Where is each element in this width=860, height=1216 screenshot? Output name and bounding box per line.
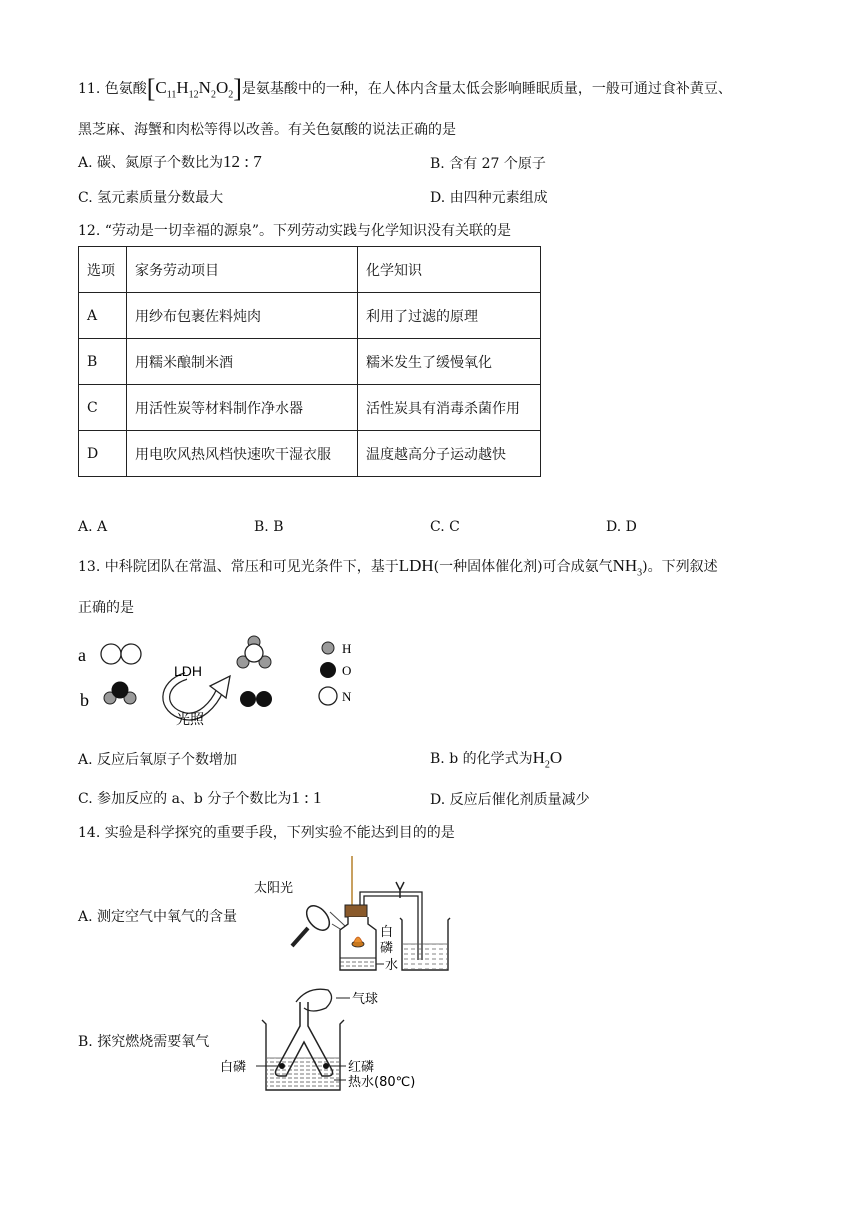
q13-option-b[interactable]	[430, 748, 562, 770]
product-o2	[240, 691, 272, 707]
legend-n: N	[342, 689, 352, 704]
q14-option-a[interactable]: A. 测定空气中氧气的含量	[78, 909, 238, 925]
table-cell: D	[79, 431, 127, 477]
q12-option-a[interactable]: A. A	[78, 519, 108, 535]
q11-formula: $[C_{11}H_{12}N_2O_2]$	[146, 74, 242, 103]
table-header-cell: 选项	[79, 247, 127, 293]
q13-stem-end: )。下列叙述	[642, 559, 718, 575]
nh3-formula: $NH_3$	[612, 556, 643, 579]
white-p-label-1: 白	[380, 925, 394, 940]
table-cell: A	[79, 293, 127, 339]
q11-option-c[interactable]: C. 氢元素质量分数最大	[78, 190, 224, 206]
red-p-label: 红磷	[348, 1060, 375, 1075]
figure-b-apparatus	[216, 980, 416, 1098]
q14-option-b[interactable]: B. 探究燃烧需要氧气	[78, 1034, 210, 1050]
q14-stem: 14. 实验是科学探究的重要手段，下列实验不能达到目的的是	[78, 825, 455, 841]
q11-stem-rest: 是氨基酸中的一种，在人体内含量太低会影响睡眠质量，一般可通过食补黄豆、	[241, 81, 732, 97]
q11-stem-line1	[78, 74, 732, 103]
q11-option-a-ratio: 12 : 7	[223, 152, 262, 171]
q11-number: 11.	[78, 81, 101, 97]
table-cell: 用活性炭等材料制作净水器	[127, 385, 358, 431]
catalyst-label: LDH	[174, 663, 203, 679]
legend-o: O	[342, 663, 352, 678]
q12-option-c[interactable]: C. C	[430, 519, 460, 535]
figure-a-apparatus	[250, 852, 460, 976]
q11-lead: 色氨酸	[104, 81, 147, 97]
table-cell: 用纱布包裹佐料炖肉	[127, 293, 358, 339]
q12-option-b[interactable]: B. B	[254, 519, 284, 535]
table-cell: B	[79, 339, 127, 385]
q13-stem-middle: (一种固体催化剂)可合成氨气	[433, 559, 613, 575]
table-cell: 用糯米酿制米酒	[127, 339, 358, 385]
q13-stem-prefix: 13. 中科院团队在常温、常压和可见光条件下，基于	[78, 559, 399, 575]
q12-option-d[interactable]: D. D	[606, 519, 637, 535]
white-p-label-b: 白磷	[220, 1060, 247, 1075]
labor-table	[78, 246, 541, 477]
table-row	[79, 339, 541, 385]
table-header-cell: 家务劳动项目	[127, 247, 358, 293]
q13-stem-line2: 正确的是	[78, 600, 134, 616]
product-nh3	[237, 636, 271, 668]
q11-option-a[interactable]	[78, 152, 262, 172]
q13-option-c[interactable]	[78, 788, 322, 808]
table-cell: 利用了过滤的原理	[358, 293, 541, 339]
table-cell: 温度越高分子运动越快	[358, 431, 541, 477]
q12-stem: 12. “劳动是一切幸福的源泉”。下列劳动实践与化学知识没有关联的是	[78, 223, 512, 239]
q13-option-d[interactable]: D. 反应后催化剂质量减少	[430, 792, 590, 808]
legend-h: H	[342, 641, 352, 656]
molecule-b	[104, 682, 136, 704]
table-header-cell: 化学知识	[358, 247, 541, 293]
h2o-formula: $H_2O$	[532, 748, 563, 771]
water-label-a: 水	[385, 958, 399, 973]
legend	[319, 641, 352, 705]
table-cell: 活性炭具有消毒杀菌作用	[358, 385, 541, 431]
q13-option-c-ratio: 1 : 1	[291, 788, 322, 807]
q11-option-d[interactable]: D. 由四种元素组成	[430, 190, 548, 206]
molecule-a	[101, 644, 141, 664]
q11-option-a-text: A. 碳、氮原子个数比为	[78, 155, 224, 171]
table-cell: 用电吹风热风档快速吹干湿衣服	[127, 431, 358, 477]
label-b: b	[80, 690, 89, 710]
table-row	[79, 293, 541, 339]
q13-option-b-text: B. b 的化学式为	[430, 751, 533, 767]
table-header-row	[79, 247, 541, 293]
q11-option-b[interactable]: B. 含有 27 个原子	[430, 156, 546, 172]
label-a: a	[78, 645, 86, 665]
q13-option-a[interactable]: A. 反应后氧原子个数增加	[78, 752, 238, 768]
q13-stem-line1	[78, 556, 718, 578]
table-cell: C	[79, 385, 127, 431]
balloon-icon	[296, 989, 332, 1011]
table-row	[79, 431, 541, 477]
reaction-diagram	[74, 632, 374, 732]
white-p-label-2: 磷	[380, 941, 394, 956]
q11-stem-line2: 黑芝麻、海蟹和肉松等得以改善。有关色氨酸的说法正确的是	[78, 122, 456, 138]
balloon-label: 气球	[352, 992, 379, 1007]
q13-option-c-text: C. 参加反应的 a、b 分子个数比为	[78, 791, 292, 807]
magnifier-icon	[292, 901, 334, 946]
sunlight-label: 太阳光	[254, 881, 294, 896]
ldh-text: LDH	[398, 556, 434, 575]
hot-water-label: 热水(80℃)	[348, 1075, 416, 1090]
table-row	[79, 385, 541, 431]
table-cell: 糯米发生了缓慢氧化	[358, 339, 541, 385]
condition-label: 光照	[176, 712, 204, 728]
